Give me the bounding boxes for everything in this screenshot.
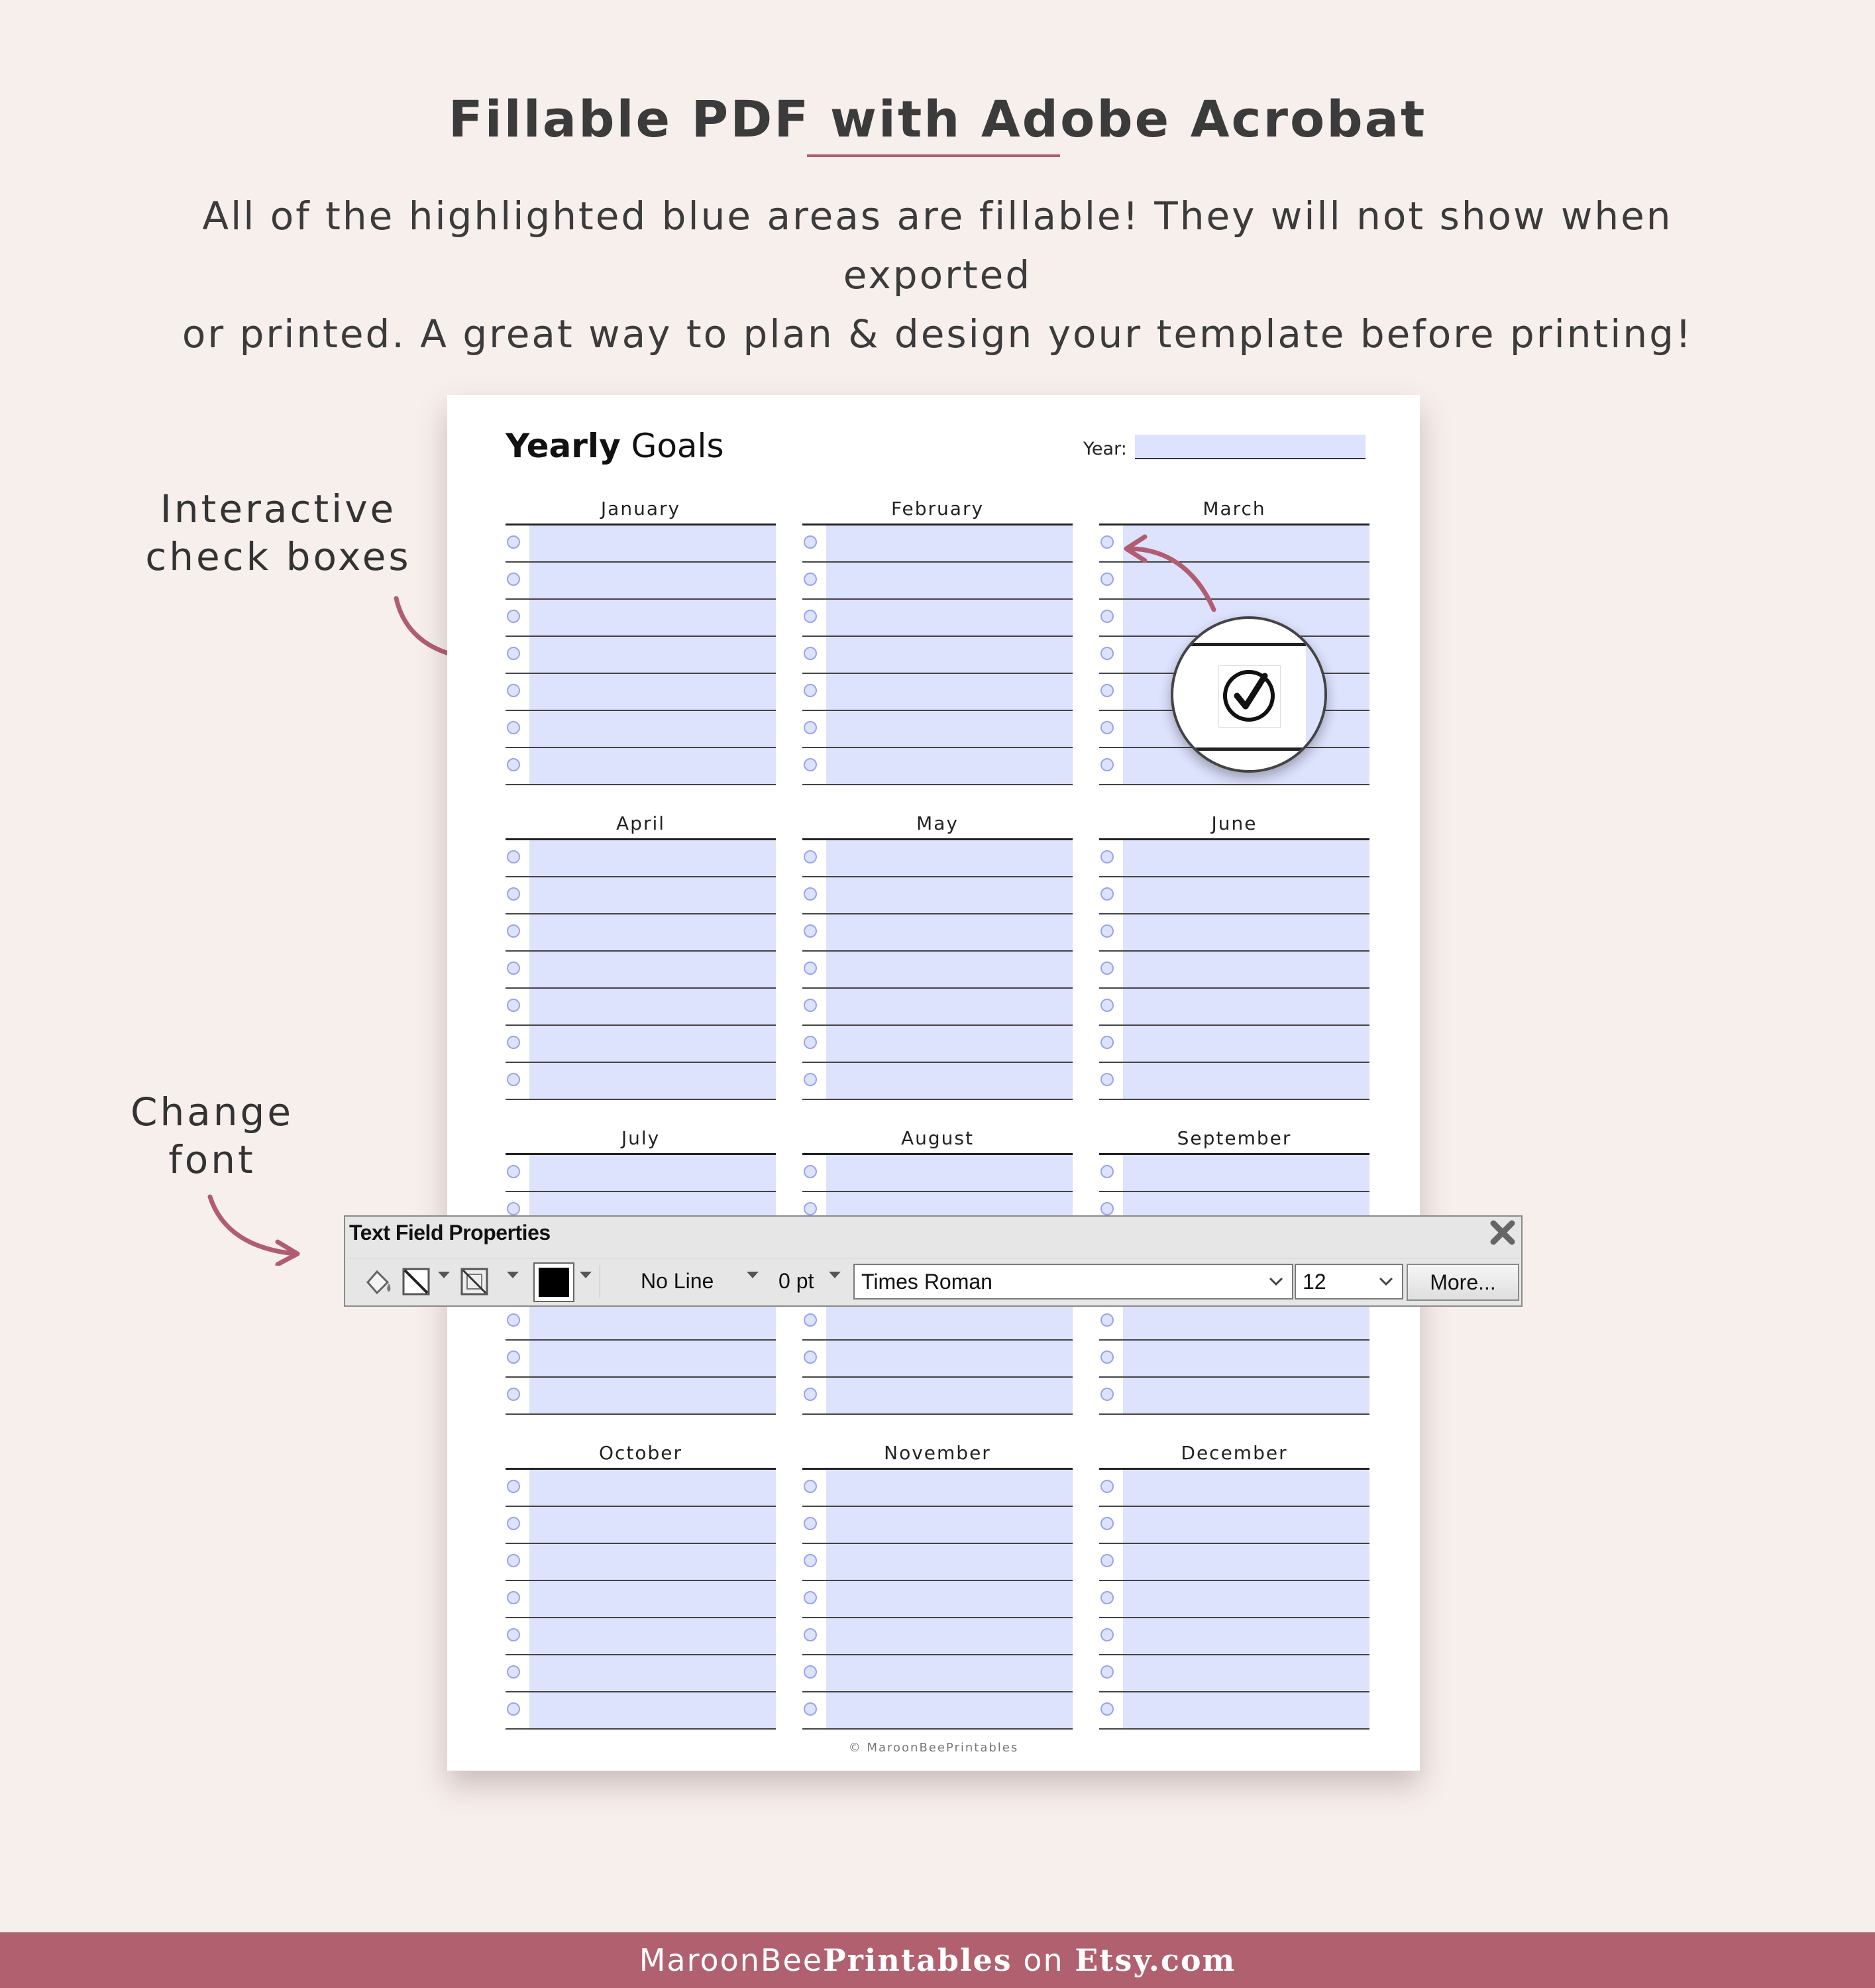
goal-row [1099,952,1369,989]
goal-text-field[interactable] [826,1655,1073,1691]
goal-text-field[interactable] [1123,840,1369,876]
fill-color-dropdown[interactable] [507,1272,519,1278]
goal-text-field[interactable] [529,1063,776,1099]
goal-checkbox[interactable] [1100,1480,1114,1493]
subtitle-line-2: or printed. A great way to plan & design your template before printing! [182,311,1693,357]
goal-text-field[interactable] [826,1618,1073,1654]
goal-row [506,840,776,877]
goal-checkbox[interactable] [804,1702,817,1716]
goal-row [1099,1655,1369,1692]
goal-checkbox[interactable] [507,999,520,1012]
month-name: May [916,812,959,834]
goal-text-field[interactable] [529,952,776,987]
month-name: March [1203,498,1266,520]
month-block [506,494,776,785]
goal-text-field[interactable] [529,1581,776,1617]
goal-text-field[interactable] [1123,1618,1369,1654]
goal-checkbox[interactable] [804,1165,817,1178]
goal-text-field[interactable] [826,989,1073,1024]
month-name: October [598,1442,683,1464]
goal-checkbox[interactable] [804,1313,817,1327]
goal-row [506,1378,776,1415]
goal-row [506,1155,776,1192]
goal-row [1099,1378,1369,1415]
goal-checkbox[interactable] [804,999,817,1012]
goal-row [802,674,1073,711]
goal-checkbox[interactable] [804,1073,817,1086]
goal-row [506,711,776,748]
goal-row [1099,1692,1369,1730]
close-icon[interactable] [1488,1218,1517,1247]
font-arrow-icon [202,1193,308,1266]
goal-text-field[interactable] [529,1341,776,1376]
goal-checkbox[interactable] [507,610,520,623]
goal-row [506,989,776,1026]
goal-row [506,1655,776,1692]
font-size-select[interactable] [1295,1264,1403,1299]
goal-checkbox[interactable] [507,535,520,549]
goal-text-field[interactable] [529,877,776,913]
goal-row [506,1581,776,1618]
fill-bucket-icon[interactable] [362,1266,393,1297]
goal-row [506,1470,776,1507]
goal-checkbox[interactable] [1100,1628,1114,1641]
goal-text-field[interactable] [826,1026,1073,1062]
goal-text-field[interactable] [826,1155,1073,1191]
goal-row [506,914,776,952]
goal-checkbox[interactable] [804,1202,817,1215]
goal-checkbox[interactable] [804,721,817,734]
goal-row [802,1655,1073,1692]
goal-row [802,1618,1073,1655]
goal-row [506,1507,776,1544]
goal-text-field[interactable] [529,840,776,876]
checkboxes-annotation-line-1: Interactive [160,486,397,531]
goal-checkbox[interactable] [804,1388,817,1401]
banner-connector: on [1012,1942,1075,1978]
goal-text-field[interactable] [826,748,1073,784]
document-title-bold: Yearly [506,427,621,465]
goal-checkbox[interactable] [507,924,520,938]
goal-text-field[interactable] [826,674,1073,710]
goal-row [506,1026,776,1063]
goal-checkbox[interactable] [1100,999,1114,1012]
goal-checkbox[interactable] [804,887,817,901]
goal-checkbox[interactable] [507,573,520,586]
goal-row [506,877,776,914]
goal-row [1099,989,1369,1026]
goal-checkbox[interactable] [804,1554,817,1567]
text-field-properties-toolbar [344,1215,1523,1307]
goal-checkbox[interactable] [507,1388,520,1401]
goal-checkbox[interactable] [507,1351,520,1364]
goal-text-field[interactable] [1123,1692,1369,1728]
goal-checkbox[interactable] [507,1036,520,1049]
goal-checkbox[interactable] [1100,1388,1114,1401]
document-title [506,427,724,465]
month-block [802,494,1073,785]
goal-text-field[interactable] [1123,877,1369,913]
line-style-select[interactable]: No Line [641,1269,714,1293]
goal-checkbox[interactable] [507,1202,520,1215]
goal-checkbox[interactable] [1100,1202,1114,1215]
goal-row [506,1303,776,1341]
banner-site: Etsy.com [1075,1942,1236,1978]
goal-row [802,989,1073,1026]
goal-checkbox[interactable] [1100,924,1114,938]
goal-text-field[interactable] [826,914,1073,950]
goal-text-field[interactable] [529,748,776,784]
subtitle-line-1: All of the highlighted blue areas are fillable! They will not show when exported [202,193,1673,298]
goal-checkbox[interactable] [507,1554,520,1567]
goal-checkbox[interactable] [507,850,520,863]
document-title-light: Goals [631,427,724,465]
goal-row [1099,1581,1369,1618]
goal-checkbox[interactable] [507,1591,520,1604]
goal-row [1099,1063,1369,1100]
goal-text-field[interactable] [529,525,776,561]
checked-checkbox-icon[interactable] [1218,665,1279,726]
goal-text-field[interactable] [826,1507,1073,1543]
line-style-dropdown[interactable] [747,1272,759,1278]
goal-text-field[interactable] [1123,952,1369,987]
footer-banner [0,1932,1875,1988]
month-name: April [616,812,665,834]
goal-text-field[interactable] [1123,1155,1369,1191]
month-block [802,1439,1073,1730]
goal-checkbox[interactable] [1100,610,1114,623]
goal-checkbox[interactable] [804,924,817,938]
goal-checkbox[interactable] [1100,1313,1114,1327]
goal-checkbox[interactable] [1100,1665,1114,1679]
font-annotation [99,1088,325,1184]
goal-checkbox[interactable] [507,1628,520,1641]
month-name: November [884,1442,991,1464]
goal-checkbox[interactable] [507,1702,520,1716]
goal-text-field[interactable] [529,1507,776,1543]
month-block [1099,1439,1369,1730]
goal-checkbox[interactable] [507,1480,520,1493]
goal-checkbox[interactable] [1100,1591,1114,1604]
goal-text-field[interactable] [826,600,1073,635]
goal-row [1099,1026,1369,1063]
copyright-footer: © MaroonBeePrintables [848,1741,1019,1755]
goal-row [506,600,776,637]
goal-text-field[interactable] [1123,1470,1369,1506]
goal-text-field[interactable] [826,1470,1073,1506]
goal-text-field[interactable] [826,1692,1073,1728]
yearly-goals-document [447,395,1420,1771]
line-width-dropdown[interactable] [829,1272,841,1278]
goal-checkbox[interactable] [507,887,520,901]
goal-text-field[interactable] [1123,1063,1369,1099]
goal-checkbox[interactable] [804,684,817,697]
goal-text-field[interactable] [826,1378,1073,1413]
goal-row [802,1155,1073,1192]
goal-text-field[interactable] [826,711,1073,747]
goal-text-field[interactable] [1123,989,1369,1024]
goal-checkbox[interactable] [804,758,817,771]
goal-row [802,1581,1073,1618]
text-color-swatch[interactable] [533,1262,574,1302]
page-subtitle [133,187,1742,364]
goal-row [802,952,1073,989]
goal-text-field[interactable] [529,1303,776,1339]
fill-color-icon[interactable] [459,1266,490,1297]
goal-text-field[interactable] [826,1544,1073,1580]
month-name: September [1177,1127,1292,1149]
goal-text-field[interactable] [529,711,776,747]
goal-text-field[interactable] [826,1303,1073,1339]
goal-row [802,1378,1073,1415]
month-name: December [1181,1442,1288,1464]
goal-row [506,748,776,785]
goal-checkbox[interactable] [1100,887,1114,901]
goal-text-field[interactable] [826,1063,1073,1099]
goal-text-field[interactable] [826,563,1073,598]
goal-row [506,1063,776,1100]
goal-checkbox[interactable] [507,684,520,697]
goal-row [802,1507,1073,1544]
goal-checkbox[interactable] [804,1351,817,1364]
goal-text-field[interactable] [529,600,776,635]
goal-text-field[interactable] [529,1026,776,1062]
goal-checkbox[interactable] [804,573,817,586]
goal-text-field[interactable] [529,914,776,950]
goal-row [802,914,1073,952]
goal-row [802,1544,1073,1581]
goal-row [802,637,1073,674]
goal-checkbox[interactable] [804,647,817,660]
title-underline [807,154,1060,157]
goal-text-field[interactable] [529,1692,776,1728]
goal-text-field[interactable] [826,525,1073,561]
goal-text-field[interactable] [1123,1581,1369,1617]
goal-checkbox[interactable] [1100,647,1114,660]
text-color-dropdown[interactable] [580,1272,592,1278]
goal-row [1099,1341,1369,1378]
goal-row [1099,877,1369,914]
goal-row [506,525,776,563]
goal-checkbox[interactable] [507,647,520,660]
page-title: Fillable PDF with Adobe Acrobat [448,89,1427,148]
goal-checkbox[interactable] [804,1036,817,1049]
goal-text-field[interactable] [529,1655,776,1691]
goal-row [1099,914,1369,952]
goal-row [802,748,1073,785]
goal-checkbox[interactable] [804,535,817,549]
goal-checkbox[interactable] [1100,1073,1114,1086]
month-name: August [901,1127,974,1149]
chevron-down-icon[interactable] [1377,1272,1395,1290]
goal-row [1099,1544,1369,1581]
goal-text-field[interactable] [826,1581,1073,1617]
goal-checkbox[interactable] [1100,1702,1114,1716]
goal-checkbox[interactable] [507,1165,520,1178]
goal-checkbox[interactable] [1100,1036,1114,1049]
goal-checkbox[interactable] [804,1628,817,1641]
goal-text-field[interactable] [1123,1303,1369,1339]
goal-checkbox[interactable] [507,721,520,734]
goal-checkbox[interactable] [804,1591,817,1604]
month-name: February [890,498,985,520]
line-color-icon[interactable] [401,1266,431,1297]
more-button[interactable]: More... [1407,1264,1519,1301]
goal-row [802,1303,1073,1341]
font-select[interactable] [853,1264,1293,1299]
goal-text-field[interactable] [529,1470,776,1506]
shop-link[interactable] [0,1932,1875,1988]
font-size-value: 12 [1303,1270,1326,1294]
font-select-value: Times Roman [861,1270,992,1294]
goal-row [506,1544,776,1581]
goal-checkbox[interactable] [1100,758,1114,771]
month-name: June [1211,812,1258,834]
goal-text-field[interactable] [826,1341,1073,1376]
goal-row [1099,1470,1369,1507]
goal-row [802,1063,1073,1100]
month-block [1099,809,1369,1100]
goal-checkbox[interactable] [804,850,817,863]
month-name: January [600,498,681,520]
goal-text-field[interactable] [529,989,776,1024]
goal-row [1099,1618,1369,1655]
goal-checkbox[interactable] [507,1665,520,1679]
goal-checkbox[interactable] [1100,850,1114,863]
goal-row [802,840,1073,877]
checkbox-magnifier [1171,616,1327,773]
goal-text-field[interactable] [529,1544,776,1580]
goal-row [506,637,776,674]
goal-checkbox[interactable] [1100,1517,1114,1530]
goal-row [802,1692,1073,1730]
goal-text-field[interactable] [529,674,776,710]
goal-text-field[interactable] [826,952,1073,987]
chevron-down-icon[interactable] [1267,1272,1285,1290]
line-width-select[interactable]: 0 pt [778,1269,814,1293]
goal-row [802,600,1073,637]
checkboxes-annotation [133,485,424,580]
goal-checkbox[interactable] [507,1313,520,1327]
goal-checkbox[interactable] [507,1073,520,1086]
goal-text-field[interactable] [1123,1655,1369,1691]
goal-checkbox[interactable] [1100,1165,1114,1178]
year-label: Year: [1083,439,1127,459]
goal-text-field[interactable] [826,840,1073,876]
goal-row [802,877,1073,914]
magnified-field-fill [1306,643,1324,747]
goal-row [802,1470,1073,1507]
goal-row [506,1341,776,1378]
month-block [506,809,776,1100]
goal-text-field[interactable] [826,877,1073,913]
goal-checkbox[interactable] [1100,684,1114,697]
goal-row [1099,1303,1369,1341]
checkmark-arrow-icon [1113,530,1219,616]
goal-checkbox[interactable] [1100,721,1114,734]
goal-row [506,563,776,600]
goal-text-field[interactable] [1123,1544,1369,1580]
year-field[interactable] [1135,435,1366,459]
goal-row [802,1026,1073,1063]
banner-brand-part-2: Printables [823,1942,1012,1978]
goal-text-field[interactable] [529,1155,776,1191]
goal-checkbox[interactable] [1100,573,1114,586]
goal-checkbox[interactable] [507,758,520,771]
goal-row [1099,840,1369,877]
goal-checkbox[interactable] [1100,535,1114,549]
font-annotation-line-1: Change [130,1089,294,1134]
goal-text-field[interactable] [529,1378,776,1413]
magnified-rule-bottom [1173,747,1324,751]
goal-checkbox[interactable] [1100,1351,1114,1364]
month-name: July [621,1127,661,1149]
goal-row [506,1692,776,1730]
goal-row [802,711,1073,748]
goal-checkbox[interactable] [804,1517,817,1530]
goal-checkbox[interactable] [507,1517,520,1530]
goal-checkbox[interactable] [804,610,817,623]
magnified-rule-top [1173,643,1324,646]
checkboxes-annotation-line-2: check boxes [145,534,411,579]
goal-checkbox[interactable] [1100,962,1114,975]
goal-text-field[interactable] [1123,1341,1369,1376]
goal-text-field[interactable] [529,637,776,673]
toolbar-controls [347,1258,1520,1305]
banner-brand-part-1: MaroonBee [639,1942,824,1978]
goal-row [802,1341,1073,1378]
goal-checkbox[interactable] [804,1665,817,1679]
goal-text-field[interactable] [1123,1507,1369,1543]
goal-text-field[interactable] [1123,1026,1369,1062]
month-block [802,809,1073,1100]
goal-row [1099,1507,1369,1544]
goal-row [1099,1155,1369,1192]
goal-text-field[interactable] [529,563,776,598]
goal-checkbox[interactable] [507,962,520,975]
goal-row [802,525,1073,563]
font-annotation-line-2: font [168,1137,256,1182]
goal-text-field[interactable] [1123,914,1369,950]
goal-text-field[interactable] [529,1618,776,1654]
goal-row [802,563,1073,600]
toolbar-title: Text Field Properties [349,1221,551,1244]
goal-checkbox[interactable] [804,1480,817,1493]
goal-checkbox[interactable] [804,962,817,975]
goal-checkbox[interactable] [1100,1554,1114,1567]
goal-row [506,952,776,989]
goal-text-field[interactable] [1123,1378,1369,1413]
month-block [506,1439,776,1730]
line-color-dropdown[interactable] [438,1272,450,1278]
goal-row [506,674,776,711]
goal-text-field[interactable] [826,637,1073,673]
goal-row [506,1618,776,1655]
